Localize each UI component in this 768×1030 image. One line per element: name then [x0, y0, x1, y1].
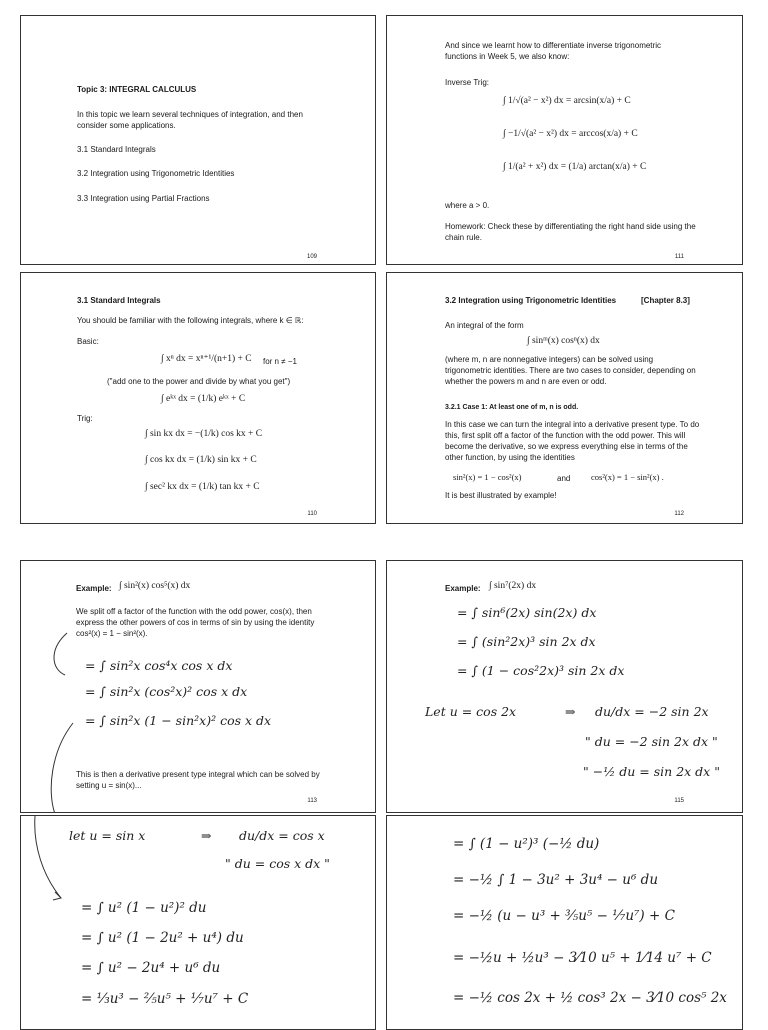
integral-form: ∫ sinᵐ(x) cosⁿ(x) dx [527, 336, 600, 346]
homework-text: Homework: Check these by differentiating the right hand side using the chain rule. [445, 222, 696, 242]
handwritten-step-2: = ∫ (sin²2x)³ sin 2x dx [457, 634, 596, 649]
cases-paragraph: (where m, n are nonnegative integers) can be solved using trigonometric identities. There are two cases to consider, depending on whether the powers m and n are even or odd. [445, 355, 696, 386]
section-title: 3.2 Integration using Trigonometric Identities [445, 296, 617, 305]
formula-power-note: ("add one to the power and divide by what you get") [107, 377, 291, 386]
example-label: Example: [76, 584, 112, 593]
derivative-1: du/dx = cos x [239, 828, 325, 843]
derivative-2: " du = cos x dx " [225, 856, 330, 871]
substitution-let: let u = sin x [69, 828, 146, 843]
handwritten-step-3: = ∫ (1 − cos²2x)³ sin 2x dx [457, 663, 625, 678]
slide-109 [20, 15, 376, 265]
page-number: 111 [674, 254, 684, 260]
identity-and: and [557, 474, 571, 483]
derivative-3: " −½ du = sin 2x dx " [583, 764, 720, 779]
handwritten-step-5: = −½ cos 2x + ½ cos³ 2x − 3⁄10 cos⁵ 2x [453, 990, 727, 1006]
formula-power-condition: for n ≠ −1 [263, 357, 297, 366]
formula-sin: ∫ sin kx dx = −(1/k) cos kx + C [145, 429, 263, 439]
section-title: 3.1 Standard Integrals [77, 296, 161, 305]
page-number: 115 [674, 798, 684, 804]
handwritten-step-3: = ∫ sin²x (1 − sin²x)² cos x dx [85, 713, 272, 728]
handwritten-step-1: = ∫ u² (1 − u²)² du [81, 900, 207, 916]
formula-arcsin: ∫ 1/√(a² − x²) dx = arcsin(x/a) + C [503, 96, 631, 106]
example-label: Example: [445, 584, 481, 593]
implies-icon: ⇒ [565, 704, 576, 719]
handwritten-step-4: = ⅓u³ − ⅖u⁵ + ⅐u⁷ + C [81, 991, 249, 1007]
explanation-paragraph: We split off a factor of the function with the odd power, cos(x), then express the other powers of cos in terms of sin by using the identity cos²(x) = 1 − sin²(x). [76, 607, 315, 638]
trig-label: Trig: [77, 414, 93, 423]
topic-title: Topic 3: INTEGRAL CALCULUS [77, 85, 197, 94]
implies-icon: ⇒ [201, 828, 212, 843]
page-number: 113 [307, 798, 317, 804]
formula-cos: ∫ cos kx dx = (1/k) sin kx + C [145, 455, 257, 465]
chapter-reference: [Chapter 8.3] [641, 296, 690, 305]
formula-sec: ∫ sec² kx dx = (1/k) tan kx + C [145, 482, 260, 492]
case-heading: 3.2.1 Case 1: At least one of m, n is odd. [445, 404, 579, 411]
handwritten-step-4: = −½u + ½u³ − 3⁄10 u⁵ + 1⁄14 u⁷ + C [453, 950, 712, 966]
toc-item-3: 3.3 Integration using Partial Fractions [77, 194, 210, 203]
inverse-trig-intro: And since we learnt how to differentiate inverse trigonometric functions in Week 5, we also know: [445, 41, 661, 61]
identity-sin: sin²(x) = 1 − cos²(x) [453, 472, 522, 482]
page-number: 112 [674, 511, 684, 517]
slide-112 [386, 272, 743, 524]
handwritten-step-2: = ∫ u² (1 − 2u² + u⁴) du [81, 930, 244, 946]
case-paragraph: In this case we can turn the integral into a derivative present type. To do this, first split off a factor of the function with the odd power. This will become the derivative, so we express everything else in terms of the other function, by using the identities [445, 420, 700, 462]
handwritten-step-3: = ∫ u² − 2u⁴ + u⁶ du [81, 960, 221, 976]
bottom-paragraph: This is then a derivative present type integral which can be solved by setting u = sin(x)... [76, 770, 320, 790]
handwritten-step-1: = ∫ sin²x cos⁴x cos x dx [85, 658, 233, 673]
slide-115 [386, 560, 743, 813]
formula-power: ∫ xⁿ dx = xⁿ⁺¹/(n+1) + C [161, 354, 252, 364]
example-integral: ∫ sin⁷(2x) dx [489, 581, 537, 591]
derivative-2: " du = −2 sin 2x dx " [585, 734, 718, 749]
slide-116 [20, 815, 376, 1030]
form-intro: An integral of the form [445, 321, 524, 330]
closing-text: It is best illustrated by example! [445, 491, 557, 500]
handwritten-step-1: = ∫ (1 − u²)³ (−½ du) [453, 836, 600, 852]
section-intro: You should be familiar with the following integrals, where k ∈ ℝ: [77, 316, 304, 325]
derivative-1: du/dx = −2 sin 2x [595, 704, 709, 719]
handwritten-step-2: = ∫ sin²x (cos²x)² cos x dx [85, 684, 248, 699]
basic-label: Basic: [77, 337, 99, 346]
slide-113 [20, 560, 376, 813]
slide-110 [20, 272, 376, 524]
topic-intro: In this topic we learn several techniques of integration, and then consider some applications. [77, 110, 303, 130]
formula-arccos: ∫ −1/√(a² − x²) dx = arccos(x/a) + C [503, 129, 638, 139]
handwritten-step-1: = ∫ sin⁶(2x) sin(2x) dx [457, 605, 597, 620]
page-number: 110 [307, 511, 317, 517]
toc-item-1: 3.1 Standard Integrals [77, 145, 156, 154]
substitution-let: Let u = cos 2x [425, 704, 517, 719]
slide-111 [386, 15, 743, 265]
formula-exp: ∫ eᵏˣ dx = (1/k) eᵏˣ + C [161, 394, 246, 404]
condition-text: where a > 0. [445, 201, 490, 210]
handwritten-step-2: = −½ ∫ 1 − 3u² + 3u⁴ − u⁶ du [453, 872, 659, 888]
handwritten-step-3: = −½ (u − u³ + ⅗u⁵ − ⅐u⁷) + C [453, 908, 675, 924]
slide-117 [386, 815, 743, 1030]
identity-cos: cos²(x) = 1 − sin²(x) . [591, 472, 664, 482]
page-number: 109 [306, 254, 317, 260]
toc-item-2: 3.2 Integration using Trigonometric Identities [77, 169, 235, 178]
inverse-trig-label: Inverse Trig: [445, 78, 490, 87]
formula-arctan: ∫ 1/(a² + x²) dx = (1/a) arctan(x/a) + C [503, 162, 647, 172]
example-integral: ∫ sin²(x) cos⁵(x) dx [119, 581, 191, 591]
